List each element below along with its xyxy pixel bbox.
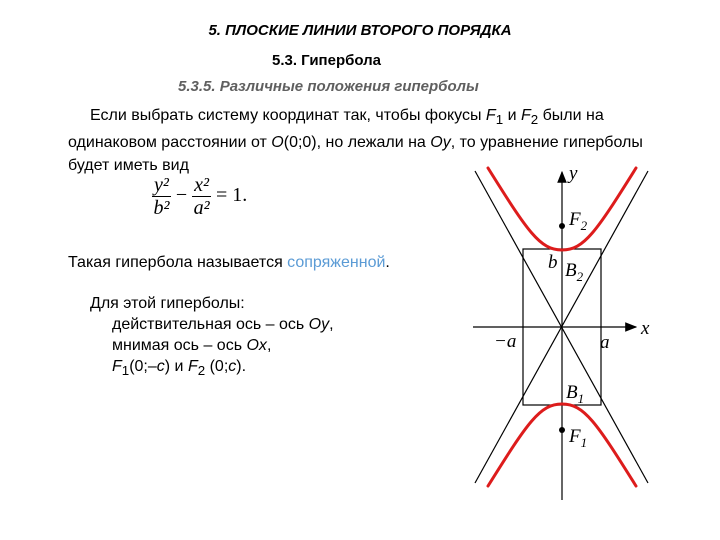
conjugate-term: сопряженной: [287, 254, 386, 271]
f2-subscript: 2: [580, 218, 588, 233]
b2-label: [565, 260, 584, 284]
equation-num-y: y²: [154, 174, 169, 196]
equation-rhs: = 1.: [211, 184, 248, 207]
properties-lead: Для этой гиперболы:: [90, 295, 245, 312]
foci-f1-close: ): [164, 358, 171, 375]
focus-f2-label: F: [520, 107, 531, 124]
imag-axis-text: мнимая ось – ось: [112, 337, 247, 354]
b1-subscript: 1: [577, 391, 585, 406]
real-axis-text: действительная ось – ось: [112, 316, 309, 333]
f1-label: [568, 426, 587, 450]
b2-subscript: 2: [576, 269, 584, 284]
f2-label: [568, 209, 588, 233]
real-axis-end: ,: [329, 316, 334, 333]
b2-letter: B: [565, 260, 577, 281]
focus-f2-point: [559, 223, 565, 229]
focus-f1-point: [559, 427, 565, 433]
conjugate-text: Такая гипербола называется: [68, 254, 288, 271]
intro-and: и: [503, 107, 521, 124]
origin-coords: (0;0), но лежали на: [283, 134, 431, 152]
f1-letter: F: [569, 426, 581, 447]
f2-letter: F: [569, 209, 581, 230]
focus-f1-sub: 1: [495, 112, 504, 128]
foci-f1-c: c: [156, 358, 165, 375]
equation-den-a: a²: [193, 197, 210, 219]
foci-f2-sub: 2: [197, 363, 206, 379]
focus-f2-sub: 2: [530, 112, 539, 128]
foci-f2-open: (0;: [205, 358, 229, 375]
foci-f1-open: (0;–: [129, 358, 157, 375]
foci-f2-c: c: [228, 358, 237, 375]
intro-text-1: Если выбрать систему координат так, чтобы фокусы: [90, 107, 486, 124]
x-axis-label: x: [641, 318, 650, 339]
intro-text-3: , то уравнение гиперболы будет иметь вид: [68, 134, 643, 175]
b1-letter: B: [566, 382, 578, 403]
imag-axis-end: ,: [266, 337, 272, 354]
f1-subscript: 1: [580, 435, 588, 450]
a-label: a: [600, 332, 610, 353]
equation-den-b: b²: [153, 197, 170, 219]
focus-f1-label: F: [485, 107, 496, 124]
b-label: b: [548, 252, 558, 273]
real-axis-name: Oy: [308, 316, 330, 333]
imag-axis-name: Ox: [246, 337, 267, 354]
foci-f1-sub: 1: [121, 363, 130, 379]
axis-oy-label: Oy: [430, 134, 451, 152]
conjugate-end: .: [385, 254, 390, 271]
y-axis-label: y: [569, 163, 578, 184]
intro-text-2: были на одинаковом расстоянии от: [68, 107, 604, 152]
foci-f2-letter: F: [187, 358, 198, 375]
minus-a-label: −a: [494, 331, 517, 352]
foci-f2-close: ).: [236, 358, 247, 375]
subsection-title: 5.3.5. Различные положения гиперболы: [178, 78, 479, 95]
chapter-title: 5. ПЛОСКИЕ ЛИНИИ ВТОРОГО ПОРЯДКА: [208, 22, 512, 39]
origin-label: O: [271, 134, 284, 152]
foci-f1-letter: F: [112, 358, 122, 375]
section-title: 5.3. Гипербола: [272, 52, 382, 69]
equation-num-x: x²: [194, 174, 210, 196]
equation-minus: −: [170, 184, 193, 207]
b1-label: [566, 382, 584, 406]
foci-and: и: [170, 358, 188, 375]
